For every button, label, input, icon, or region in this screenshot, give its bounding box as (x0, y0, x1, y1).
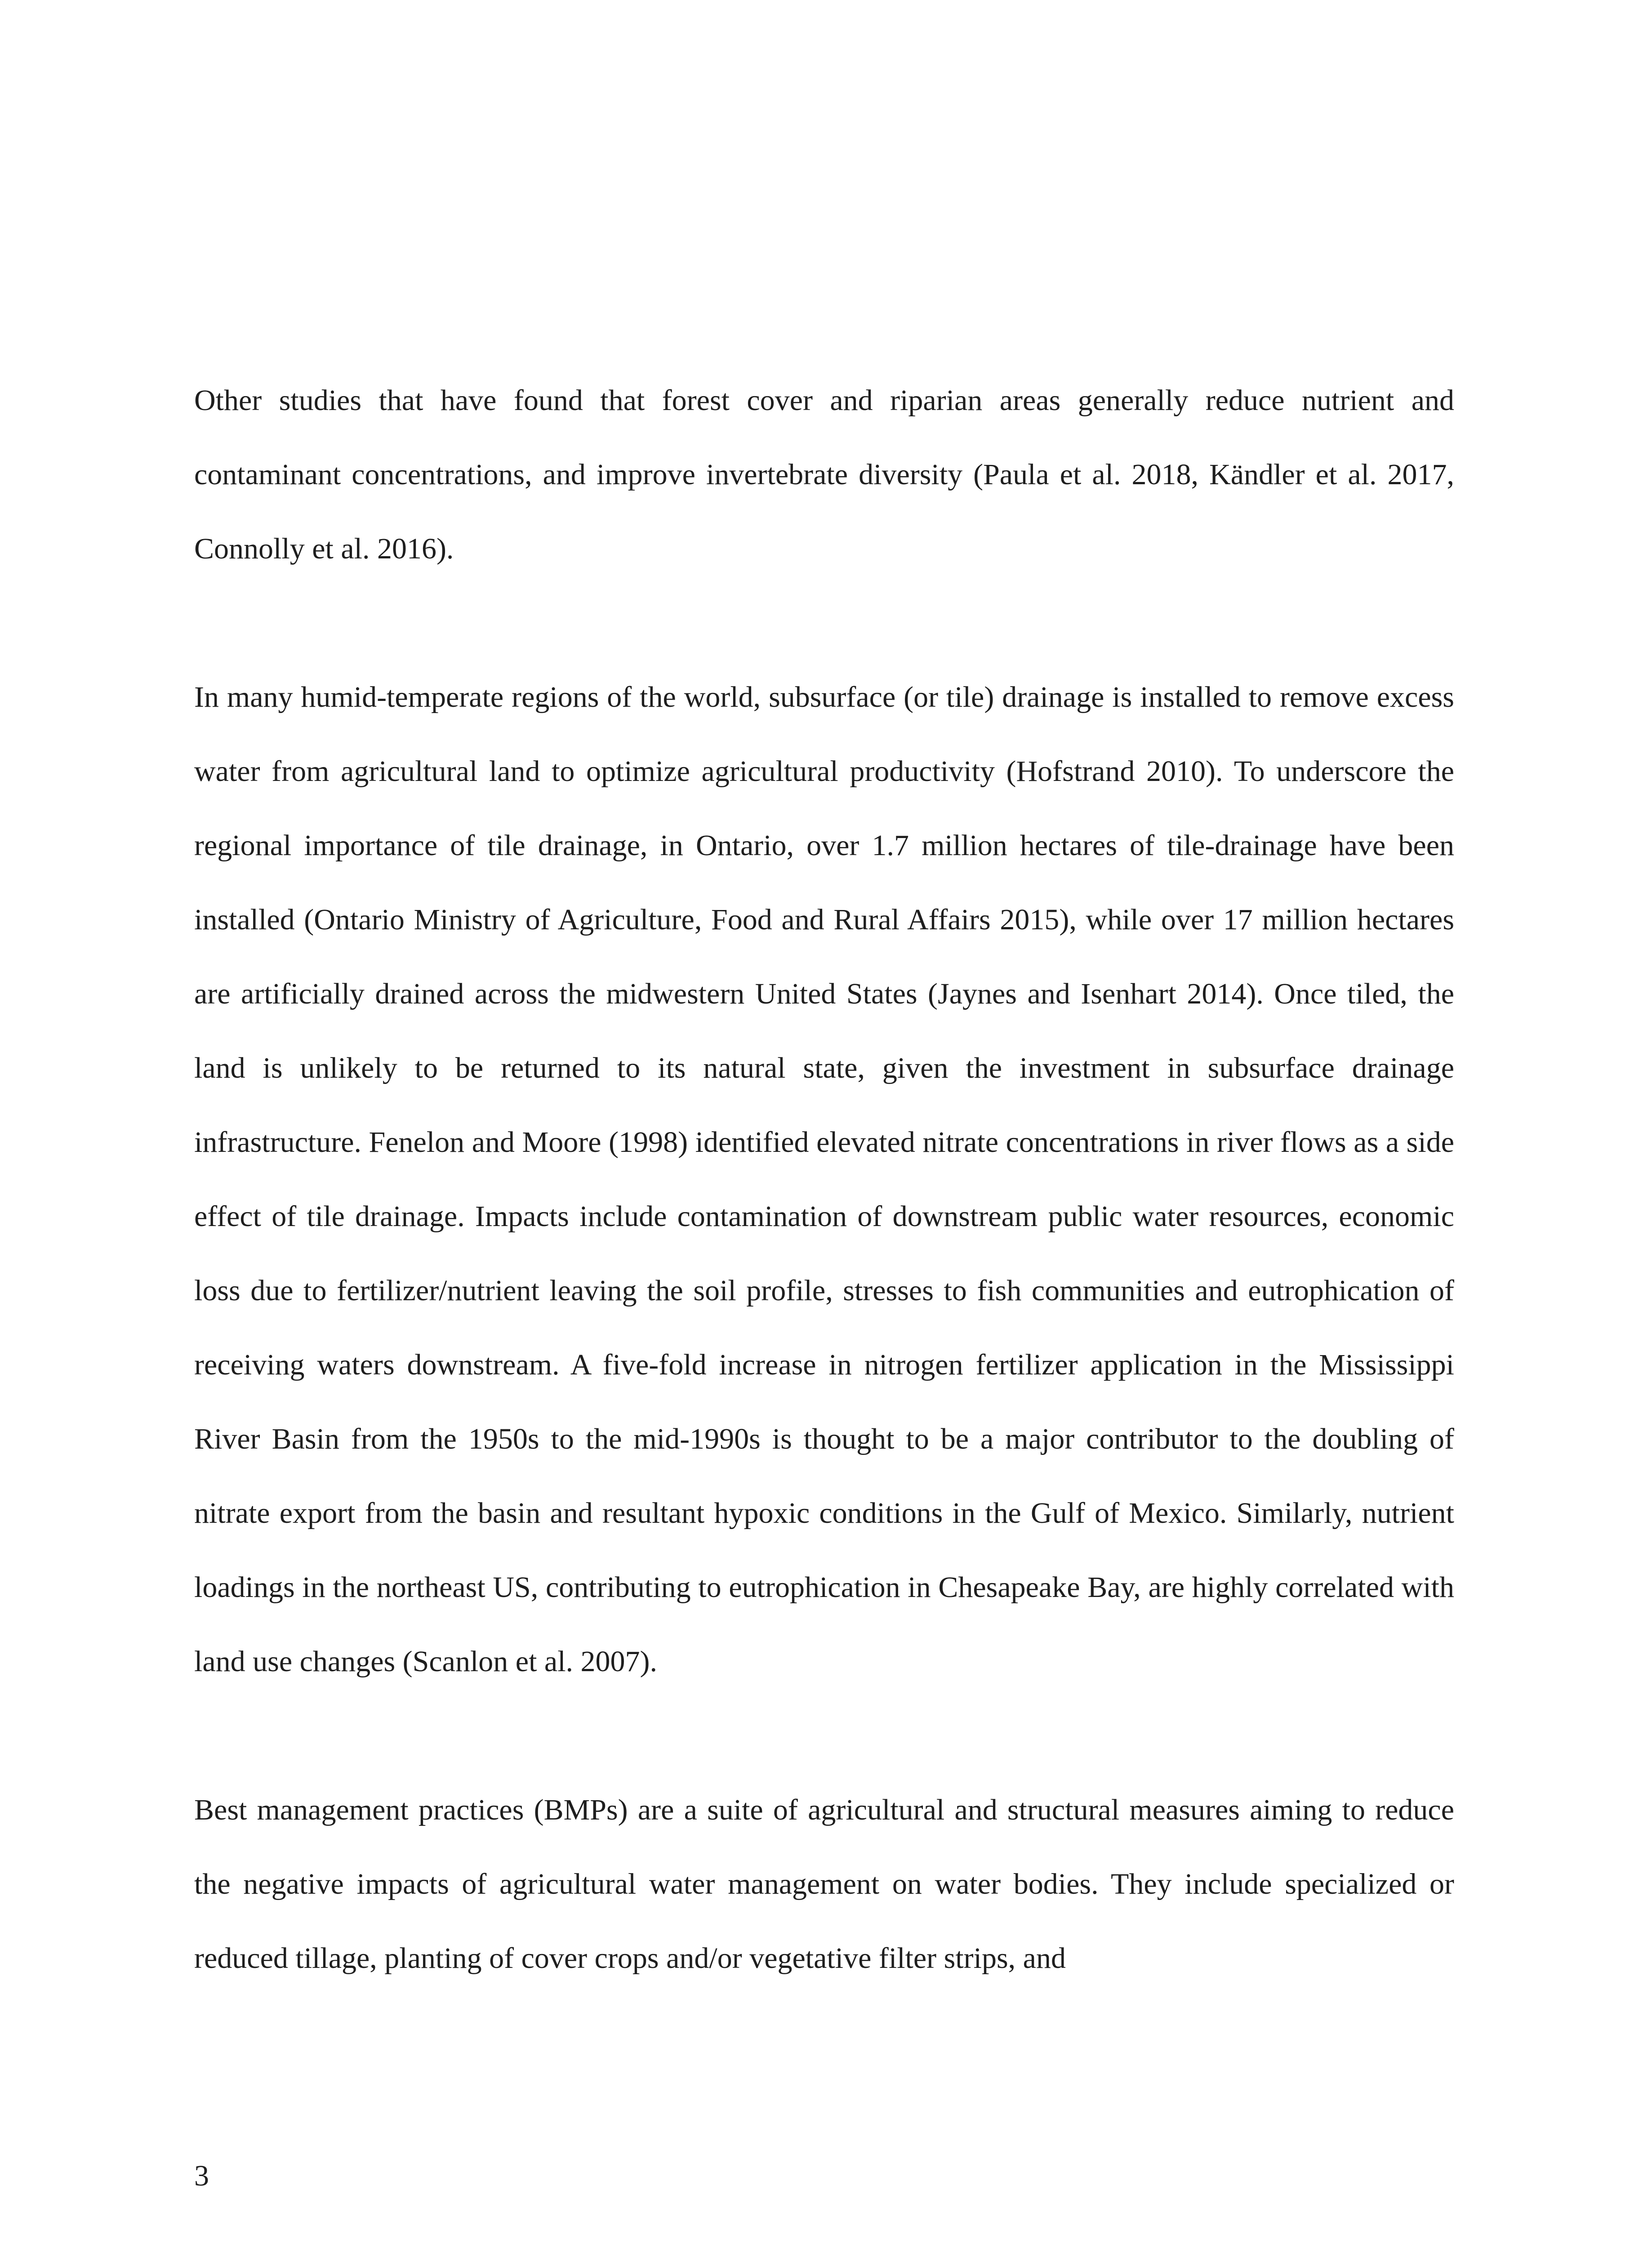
paragraph-forest-cover: Other studies that have found that forest cover and riparian areas generally reduce nutrient and contaminant concentrations, and improve invertebrate diversity (Paula et al. 2018, Kändler et al. 2017, Connolly et al. 2016). (194, 384, 1454, 565)
paragraph-best-management-practices: Best management practices (BMPs) are a suite of agricultural and structural measures aiming to reduce the negative impacts of agricultural water management on water bodies. They include specialized or reduced tillage, planting of cover crops and/or vegetative filter strips, and (194, 1793, 1454, 1975)
page-number: 3 (194, 2159, 209, 2192)
body-text (194, 363, 1454, 1995)
paragraph-tile-drainage: In many humid-temperate regions of the world, subsurface (or tile) drainage is installed to remove excess water from agricultural land to optimize agricultural productivity (Hofstrand 2010). To underscore the regional importance of tile drainage, in Ontario, over 1.7 million hectares of tile-drainage have been installed (Ontario Ministry of Agriculture, Food and Rural Affairs 2015), while over 17 million hectares are artificially drained across the midwestern United States (Jaynes and Isenhart 2014). Once tiled, the land is unlikely to be returned to its natural state, given the investment in subsurface drainage infrastructure. Fenelon and Moore (1998) identified elevated nitrate concentrations in river flows as a side effect of tile drainage. Impacts include contamination of downstream public water resources, economic loss due to fertilizer/nutrient leaving the soil profile, stresses to fish communities and eutrophication of receiving waters downstream. A five-fold increase in nitrogen fertilizer application in the Mississippi River Basin from the 1950s to the mid-1990s is thought to be a major contributor to the doubling of nitrate export from the basin and resultant hypoxic conditions in the Gulf of Mexico. Similarly, nutrient loadings in the northeast US, contributing to eutrophication in Chesapeake Bay, are highly correlated with land use changes (Scanlon et al. 2007). (194, 681, 1454, 1678)
